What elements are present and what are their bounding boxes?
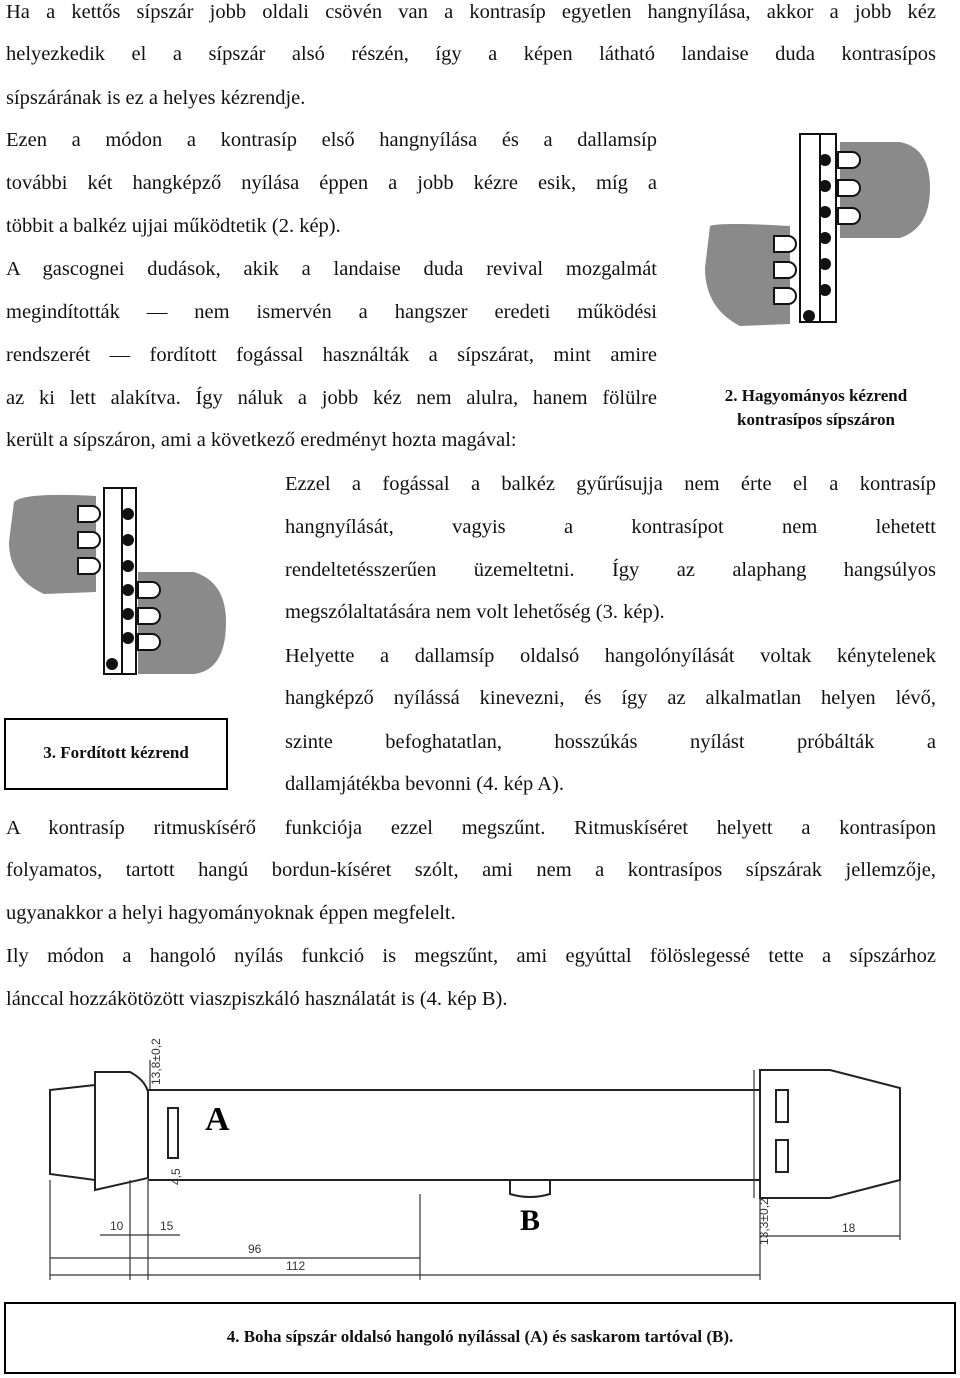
paragraph4-line1: Ezzel a fogással a balkéz gyűrűsujja nem érte el a kontrasíp: [285, 473, 936, 495]
paragraph2-line1: Ezen a módon a kontrasíp első hangnyílása és a dallamsíp: [6, 129, 657, 151]
figure2-caption-line1: 2. Hagyományos kézrend: [724, 386, 908, 405]
paragraph4-line4: megszólaltatására nem volt lehetőség (3. kép).: [285, 601, 665, 623]
dimension-label: 10: [110, 1219, 124, 1233]
label-b: B: [520, 1204, 541, 1237]
paragraph3-line1: A gascognei dudások, akik a landaise duda revival mozgalmát: [6, 258, 657, 280]
figure4-technical-drawing: [0, 1030, 960, 1292]
paragraph1-line3: sípszárának is ez a helyes kézrendje.: [6, 87, 306, 109]
paragraph6-line3: ugyanakkor a helyi hagyományoknak éppen megfelelt.: [6, 902, 456, 924]
paragraph2-line2: további két hangképző nyílása éppen a jobb kézre esik, míg a: [6, 172, 657, 194]
paragraph5-line2: hangképző nyílássá kinevezni, és így az alkalmatlan helyen lévő,: [285, 687, 936, 709]
figure2-hand-diagram: [700, 128, 940, 333]
dimension-label: 112: [286, 1259, 306, 1273]
paragraph3-line5: került a sípszáron, ami a következő eredményt hozta magával:: [6, 429, 517, 451]
dimension-label: 13,3±0,2: [757, 1198, 771, 1245]
paragraph3-line4: az ki lett alakítva. Így náluk a jobb kéz nem alulra, hanem fölülre: [6, 387, 657, 409]
paragraph6-line2: folyamatos, tartott hangú bordun-kíséret szólt, ami nem a kontrasípos sípszárak jellemzője,: [6, 859, 936, 881]
label-a: A: [205, 1101, 230, 1138]
paragraph5-line1: Helyette a dallamsíp oldalsó hangolónyílását voltak kénytelenek: [285, 645, 936, 667]
paragraph4-line2: hangnyílását, vagyis a kontrasípot nem lehetett: [285, 516, 936, 538]
paragraph5-line4: dallamjátékba bevonni (4. kép A).: [285, 773, 564, 795]
paragraph2-line3: többit a balkéz ujjai működtetik (2. kép).: [6, 215, 341, 237]
figure4-caption: 4. Boha sípszár oldalsó hangoló nyílással (A) és saskarom tartóval (B).: [226, 1327, 734, 1346]
figure2-caption-line2: kontrasípos sípszáron: [737, 410, 895, 429]
paragraph1-line2: helyezkedik el a sípszár alsó részén, így a képen látható landaise duda kontrasípos: [6, 43, 936, 65]
figure3-hand-diagram: [4, 482, 234, 682]
dimension-label: 96: [248, 1242, 262, 1256]
figure4-caption-box: [4, 1302, 956, 1374]
paragraph7-line2: lánccal hozzákötözött viaszpiszkáló használatát is (4. kép B).: [6, 988, 508, 1010]
figure3-caption: 3. Fordított kézrend: [43, 743, 189, 762]
dimension-label: 13,8±0,2: [149, 1038, 163, 1085]
paragraph3-line3: rendszerét — fordított fogással használták a sípszárat, mint amire: [6, 344, 657, 366]
paragraph5-line3: szinte befoghatatlan, hosszúkás nyílást próbálták a: [285, 731, 936, 753]
paragraph6-line1: A kontrasíp ritmuskísérő funkciója ezzel megszűnt. Ritmuskíséret helyett a kontrasípon: [6, 817, 936, 839]
paragraph3-line2: megindították — nem ismervén a hangszer eredeti működési: [6, 301, 657, 323]
paragraph7-line1: Ily módon a hangoló nyílás funkció is megszűnt, ami egyúttal fölöslegessé tette a sípszárhoz: [6, 945, 936, 967]
paragraph4-line3: rendeltetésszerűen üzemeltetni. Így az alaphang hangsúlyos: [285, 559, 936, 581]
paragraph1-line1: Ha a kettős sípszár jobb oldali csövén van a kontrasíp egyetlen hangnyílása, akkor a jobb kéz: [6, 1, 936, 23]
figure2-caption: [676, 384, 956, 432]
dimension-label: 18: [842, 1221, 856, 1235]
figure3-caption-box: [4, 718, 228, 790]
dimension-label: 4,5: [169, 1168, 183, 1185]
dimension-label: 15: [160, 1219, 174, 1233]
